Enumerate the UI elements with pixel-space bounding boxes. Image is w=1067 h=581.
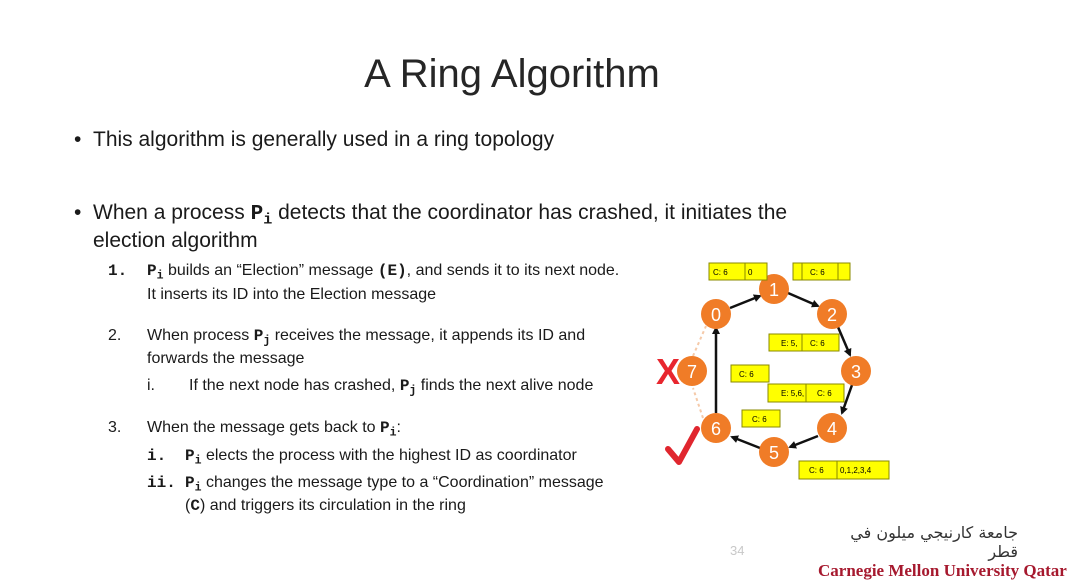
step-3ii-text-line2: (C) and triggers its circulation in the ring bbox=[185, 497, 466, 515]
step-3i-number: i. bbox=[147, 447, 167, 465]
ring-node-7-crashed bbox=[677, 356, 707, 386]
step-1-text-line2: It inserts its ID into the Election message bbox=[147, 286, 437, 303]
edge-1-2 bbox=[788, 293, 818, 306]
edge-0-1 bbox=[730, 296, 760, 308]
svg-text:7: 7 bbox=[686, 362, 698, 382]
edge-6-7-skipped bbox=[693, 388, 703, 418]
check-mark-icon bbox=[668, 429, 697, 462]
ring-node-6 bbox=[701, 413, 731, 443]
step-2i-number: i. bbox=[147, 377, 155, 394]
svg-text:0: 0 bbox=[710, 305, 722, 325]
svg-text:C: 6: C: 6 bbox=[713, 268, 728, 277]
message-box-middle-right bbox=[768, 384, 844, 402]
svg-text:0,1,2,3,4: 0,1,2,3,4 bbox=[840, 466, 872, 475]
svg-text:E: 5,6,: E: 5,6, bbox=[781, 389, 805, 398]
step-2-text-line2: forwards the message bbox=[147, 350, 305, 367]
message-box-top-left bbox=[709, 263, 767, 280]
message-box-top-right bbox=[793, 263, 850, 280]
edge-4-5 bbox=[790, 436, 818, 447]
step-2-text: When process $P_j$ receives the message, it appends its ID and bbox=[147, 327, 586, 348]
svg-text:E: 5,: E: 5, bbox=[781, 339, 798, 348]
svg-text:5: 5 bbox=[768, 443, 780, 463]
step-3ii-text: $P_i$ changes the message type to a “Coordination” message bbox=[185, 474, 604, 495]
edge-5-6 bbox=[732, 437, 760, 448]
step-2-number: 2. bbox=[108, 327, 122, 344]
logo-english-text: Carnegie Mellon University Qatar bbox=[818, 561, 1067, 580]
ring-node-0 bbox=[701, 299, 731, 329]
svg-text:6: 6 bbox=[710, 419, 722, 439]
message-box-bottom-right bbox=[799, 461, 889, 479]
ring-node-5 bbox=[759, 437, 789, 467]
step-1-number: 1. bbox=[108, 262, 128, 280]
step-3i-text: $P_i$ elects the process with the highest ID as coordinator bbox=[185, 447, 577, 468]
logo-arabic-text: جامعة كارنيجي ميلون في قطر bbox=[850, 523, 1018, 561]
svg-text:C: 6: C: 6 bbox=[817, 389, 832, 398]
bullet-text: This algorithm is generally used in a ring topology bbox=[93, 128, 555, 151]
bullet-text: When a process $P_i$ detects that the coordinator has crashed, it initiates the bbox=[93, 201, 788, 229]
bullet-dot: • bbox=[74, 201, 82, 224]
university-logo bbox=[818, 523, 1067, 580]
svg-text:1: 1 bbox=[768, 280, 780, 300]
step-2i-text: If the next node has crashed, $P_j$ finds the next alive node bbox=[189, 377, 594, 398]
crash-mark: X bbox=[655, 351, 681, 392]
bullet-dot: • bbox=[74, 128, 82, 151]
message-box-middle-left bbox=[731, 365, 769, 382]
svg-text:4: 4 bbox=[826, 419, 838, 439]
svg-text:C: 6: C: 6 bbox=[752, 415, 767, 424]
edge-2-3 bbox=[838, 327, 850, 355]
svg-text:C: 6: C: 6 bbox=[739, 370, 754, 379]
step-3-text: When the message gets back to $P_i$: bbox=[147, 419, 401, 440]
svg-text:C: 6: C: 6 bbox=[810, 339, 825, 348]
message-box-right-upper bbox=[769, 334, 839, 351]
svg-text:0: 0 bbox=[748, 268, 753, 277]
svg-text:3: 3 bbox=[850, 362, 862, 382]
svg-text:2: 2 bbox=[826, 305, 838, 325]
edge-7-0-skipped bbox=[693, 326, 706, 356]
ring-node-3 bbox=[841, 356, 871, 386]
page-number: 34 bbox=[730, 543, 745, 558]
ring-node-4 bbox=[817, 413, 847, 443]
svg-text:C: 6: C: 6 bbox=[809, 466, 824, 475]
ring-node-2 bbox=[817, 299, 847, 329]
slide-title: A Ring Algorithm bbox=[364, 52, 660, 96]
svg-text:C: 6: C: 6 bbox=[810, 268, 825, 277]
step-3ii-number: ii. bbox=[147, 474, 176, 492]
step-3-number: 3. bbox=[108, 419, 122, 436]
step-1-text: $P_i$ builds an “Election” message (E), and sends it to its next node. bbox=[147, 262, 620, 283]
message-box-bottom-left bbox=[742, 410, 780, 427]
